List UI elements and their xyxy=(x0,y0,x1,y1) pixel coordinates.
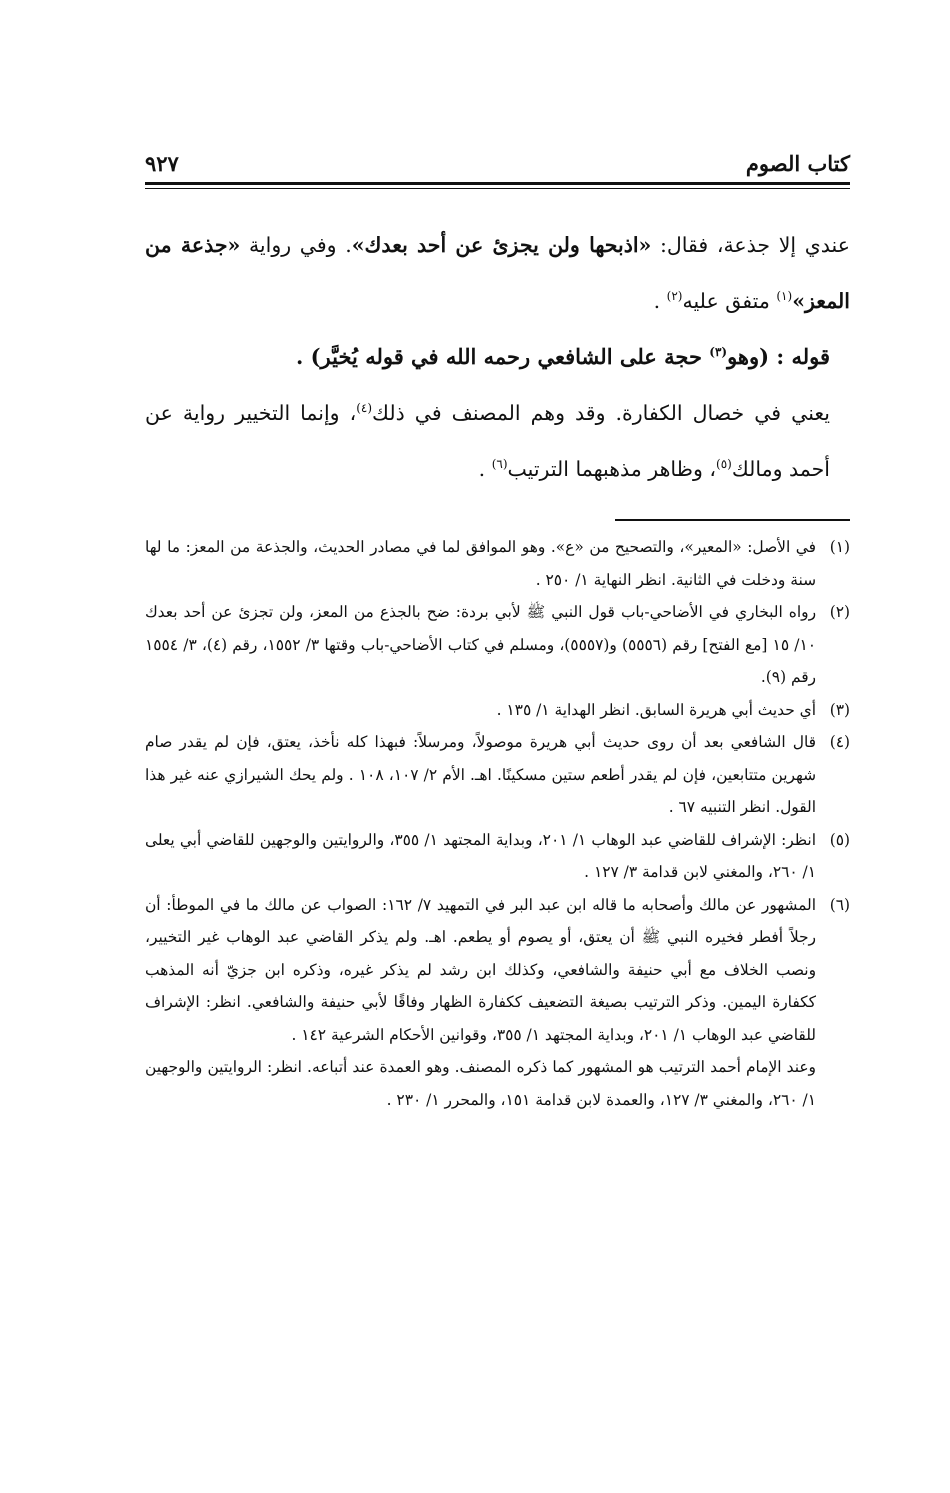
text-span: . وفي رواية xyxy=(240,233,352,257)
footnote-mark: (٢) xyxy=(829,603,850,621)
hadith-quote-variant: «جذعة من المعز» xyxy=(145,233,850,313)
paragraph-qawl xyxy=(145,329,850,385)
footnote-ref-6[interactable]: (٦) xyxy=(491,457,508,472)
footnote-6-continuation: وعند الإمام أحمد الترتيب هو المشهور كما ذكره المصنف. وهو العمدة عند أتباعه. انظر: الروايتين والوجهين ١/ ٢٦٠، والمغني ٣/ ١٢٧، والعمدة لابن قدامة ١٥١، والمحرر ١/ ٢٣٠ . xyxy=(145,1058,816,1109)
header-rule-thick xyxy=(145,182,850,185)
running-header xyxy=(145,140,850,176)
footnote-mark: (٦) xyxy=(829,895,850,914)
footnote-text: في الأصل: «المعير»، والتصحيح من «ع». وهو الموافق لما في مصادر الحديث، والجذعة من المعز: ما لها سنة ودخلت في الثانية. انظر النهاية ١/ ٢٥٠ . xyxy=(145,538,816,589)
footnote-ref-4[interactable]: (٤) xyxy=(356,401,373,416)
footnote-mark: (٤) xyxy=(829,733,850,751)
text-span: قوله : (وهو xyxy=(727,344,830,369)
page-number: ٩٢٧ xyxy=(145,151,179,176)
paragraph-commentary xyxy=(145,385,850,497)
footnote-2 xyxy=(145,596,850,694)
text-span: ، وظاهر مذهبهما الترتيب xyxy=(507,457,717,481)
text-span: متفق عليه xyxy=(682,289,777,313)
footnote-1 xyxy=(145,531,850,596)
header-rule-thin xyxy=(145,188,850,189)
main-text xyxy=(145,217,850,497)
chapter-title: كتاب الصوم xyxy=(745,151,850,176)
footnote-separator xyxy=(615,519,850,521)
footnotes xyxy=(145,531,850,1116)
footnote-3 xyxy=(145,694,850,727)
text-span: ، وإنما التخيير رواية عن أحمد ومالك xyxy=(145,401,830,481)
footnote-5 xyxy=(145,824,850,889)
footnote-text: المشهور عن مالك وأصحابه ما قاله ابن عبد البر في التمهيد ٧/ ١٦٢: الصواب عن مالك ما في الموطأ: أن رجلاً أفطر فخيره النبي ﷺ أن يعتق، أو يصوم أو يطعم. اهـ. ولم يذكر القاضي عبد الوهاب غير التخيير، ونصب الخلاف مع أبي حنيفة والشافعي، وكذلك ابن رشد لم يذكر غيره، وذكره ابن جزيّ أنه المذهب ككفارة اليمين. وذكر الترتيب بصيغة التضعيف ككفارة الظهار وفاقًا لأبي حنيفة والشافعي. انظر: الإشراف للقاضي عبد الوهاب ١/ ٢٠١، وبداية المجتهد ١/ ٣٥٥، وقوانين الأحكام الشرعية ١٤٢ . xyxy=(145,895,816,1044)
footnote-ref-3[interactable]: (٣) xyxy=(709,345,728,359)
footnote-ref-5[interactable]: (٥) xyxy=(716,457,732,472)
footnote-mark: (٥) xyxy=(829,830,850,849)
footnote-mark: (١) xyxy=(829,538,850,556)
text-span: . xyxy=(478,457,492,481)
hadith-quote: «اذبحها ولن يجزئ عن أحد بعدك» xyxy=(351,233,652,257)
footnote-4 xyxy=(145,726,850,824)
text-span: . xyxy=(653,289,667,313)
text-span: يعني في خصال الكفارة. وقد وهم المصنف في ذلك xyxy=(372,401,831,425)
footnote-text: أي حديث أبي هريرة السابق. انظر الهداية ١/ ١٣٥ . xyxy=(496,700,816,719)
text-span: عندي إلا جذعة، فقال: xyxy=(651,233,850,257)
footnote-ref-2[interactable]: (٢) xyxy=(666,289,683,304)
text-span: حجة على الشافعي رحمه الله في قوله يُخيَّر) . xyxy=(296,344,710,369)
paragraph-hadith xyxy=(145,217,850,329)
footnote-text: انظر: الإشراف للقاضي عبد الوهاب ١/ ٢٠١، وبداية المجتهد ١/ ٣٥٥، والروايتين والوجهين للقاضي أبي يعلى ١/ ٢٦٠، والمغني لابن قدامة ٣/ ١٢٧ . xyxy=(145,830,816,881)
footnote-text: رواه البخاري في الأضاحي-باب قول النبي ﷺ لأبي بردة: ضح بالجذع من المعز، ولن تجزئ عن أحد بعدك ١٠/ ١٥ [مع الفتح] رقم (٥٥٥٦) و(٥٥٥٧)، ومسلم في كتاب الأضاحي-باب وقتها ٣/ ١٥٥٢، رقم (٤)، ٣/ ١٥٥٤ رقم (٩). xyxy=(145,603,816,686)
footnote-ref-1[interactable]: (١) xyxy=(776,289,793,304)
footnote-text: قال الشافعي بعد أن روى حديث أبي هريرة موصولاً، ومرسلاً: فبهذا كله نأخذ، يعتق، فإن لم يقدر صام شهرين متتابعين، فإن لم يقدر أطعم ستين مسكينًا. اهـ. الأم ٢/ ١٠٧، ١٠٨ . ولم يحك الشيرازي عنه غير هذا القول. انظر التنبيه ٦٧ . xyxy=(145,733,817,816)
footnote-mark: (٣) xyxy=(829,700,850,719)
book-page xyxy=(145,140,850,1116)
footnote-6 xyxy=(145,889,850,1052)
